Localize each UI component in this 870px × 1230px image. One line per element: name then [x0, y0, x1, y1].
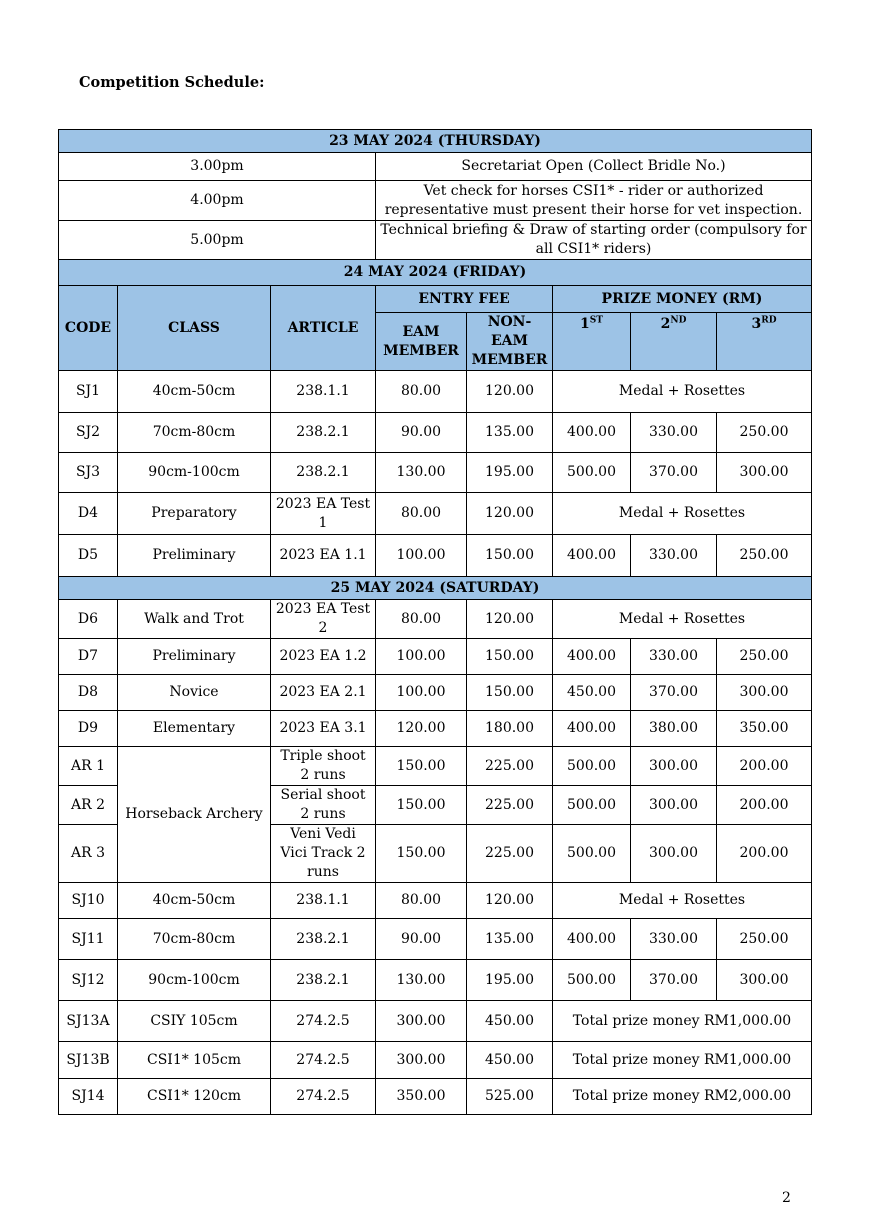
- prize-first-cell: 500.00: [553, 786, 631, 825]
- schedule-time: 4.00pm: [59, 181, 376, 221]
- class-cell: Elementary: [118, 711, 271, 747]
- non-eam-fee-cell: 150.00: [467, 639, 553, 675]
- column-header-row: [59, 286, 812, 313]
- article-cell: 2023 EA 1.1: [271, 535, 376, 577]
- table-row: [59, 675, 812, 711]
- eam-fee-cell: 80.00: [376, 493, 467, 535]
- prize-text-cell: Total prize money RM1,000.00: [553, 1042, 812, 1079]
- prize-third-cell: 200.00: [717, 825, 812, 883]
- non-eam-fee-cell: 150.00: [467, 535, 553, 577]
- class-cell: Preliminary: [118, 639, 271, 675]
- class-cell: Preparatory: [118, 493, 271, 535]
- prize-second-cell: 330.00: [631, 413, 717, 453]
- table-row: [59, 371, 812, 413]
- article-cell: 2023 EA 2.1: [271, 675, 376, 711]
- article-cell: 2023 EA 3.1: [271, 711, 376, 747]
- prize-second-cell: 370.00: [631, 960, 717, 1001]
- schedule-row: [59, 181, 812, 221]
- article-cell: 2023 EA 1.2: [271, 639, 376, 675]
- table-row: [59, 1042, 812, 1079]
- article-cell: 238.1.1: [271, 883, 376, 919]
- prize-second-cell: 330.00: [631, 535, 717, 577]
- prize-first-cell: 400.00: [553, 919, 631, 960]
- eam-fee-cell: 300.00: [376, 1001, 467, 1042]
- header-code: CODE: [59, 286, 118, 371]
- code-cell: D4: [59, 493, 118, 535]
- prize-third-cell: 250.00: [717, 535, 812, 577]
- prize-third-cell: 200.00: [717, 786, 812, 825]
- header-third-place: 3RD: [717, 313, 812, 371]
- prize-first-cell: 450.00: [553, 675, 631, 711]
- class-cell: Novice: [118, 675, 271, 711]
- article-cell: 238.2.1: [271, 453, 376, 493]
- code-cell: AR 1: [59, 747, 118, 786]
- prize-first-cell: 400.00: [553, 413, 631, 453]
- prize-text-cell: Total prize money RM2,000.00: [553, 1079, 812, 1115]
- code-cell: SJ14: [59, 1079, 118, 1115]
- eam-fee-cell: 130.00: [376, 453, 467, 493]
- table-row: [59, 600, 812, 639]
- article-cell: 274.2.5: [271, 1042, 376, 1079]
- non-eam-fee-cell: 450.00: [467, 1001, 553, 1042]
- code-cell: D7: [59, 639, 118, 675]
- prize-first-cell: 400.00: [553, 639, 631, 675]
- class-cell: 40cm-50cm: [118, 371, 271, 413]
- class-cell: 90cm-100cm: [118, 960, 271, 1001]
- prize-second-cell: 300.00: [631, 786, 717, 825]
- non-eam-fee-cell: 225.00: [467, 747, 553, 786]
- code-cell: SJ3: [59, 453, 118, 493]
- schedule-description: Vet check for horses CSI1* - rider or authorized representative must present their horse for vet inspection.: [376, 181, 812, 221]
- day-header-row: [59, 577, 812, 600]
- prize-text-cell: Medal + Rosettes: [553, 493, 812, 535]
- code-cell: SJ11: [59, 919, 118, 960]
- table-row: [59, 919, 812, 960]
- article-cell: 238.1.1: [271, 371, 376, 413]
- class-cell: CSI1* 105cm: [118, 1042, 271, 1079]
- eam-fee-cell: 150.00: [376, 825, 467, 883]
- schedule-description: Technical briefing & Draw of starting order (compulsory for all CSI1* riders): [376, 221, 812, 260]
- non-eam-fee-cell: 120.00: [467, 371, 553, 413]
- table-row: [59, 883, 812, 919]
- code-cell: AR 3: [59, 825, 118, 883]
- header-class: CLASS: [118, 286, 271, 371]
- header-first-place: 1ST: [553, 313, 631, 371]
- prize-second-cell: 370.00: [631, 675, 717, 711]
- day-header-row: [59, 130, 812, 153]
- eam-fee-cell: 130.00: [376, 960, 467, 1001]
- class-cell: Preliminary: [118, 535, 271, 577]
- non-eam-fee-cell: 450.00: [467, 1042, 553, 1079]
- prize-second-cell: 380.00: [631, 711, 717, 747]
- prize-third-cell: 250.00: [717, 639, 812, 675]
- eam-fee-cell: 150.00: [376, 786, 467, 825]
- class-cell: CSI1* 120cm: [118, 1079, 271, 1115]
- non-eam-fee-cell: 150.00: [467, 675, 553, 711]
- prize-first-cell: 400.00: [553, 535, 631, 577]
- prize-first-cell: 500.00: [553, 453, 631, 493]
- eam-fee-cell: 120.00: [376, 711, 467, 747]
- code-cell: SJ2: [59, 413, 118, 453]
- article-cell: Veni Vedi Vici Track 2 runs: [271, 825, 376, 883]
- prize-text-cell: Medal + Rosettes: [553, 600, 812, 639]
- prize-text-cell: Medal + Rosettes: [553, 371, 812, 413]
- prize-third-cell: 300.00: [717, 675, 812, 711]
- prize-third-cell: 350.00: [717, 711, 812, 747]
- eam-fee-cell: 150.00: [376, 747, 467, 786]
- prize-second-cell: 370.00: [631, 453, 717, 493]
- day-title: 25 MAY 2024 (SATURDAY): [59, 577, 812, 600]
- table-row: [59, 493, 812, 535]
- class-cell: Horseback Archery: [118, 747, 271, 883]
- code-cell: D5: [59, 535, 118, 577]
- prize-first-cell: 400.00: [553, 711, 631, 747]
- header-second-place: 2ND: [631, 313, 717, 371]
- prize-first-cell: 500.00: [553, 960, 631, 1001]
- prize-second-cell: 300.00: [631, 825, 717, 883]
- code-cell: D8: [59, 675, 118, 711]
- eam-fee-cell: 90.00: [376, 919, 467, 960]
- schedule-time: 3.00pm: [59, 153, 376, 181]
- article-cell: 2023 EA Test 2: [271, 600, 376, 639]
- eam-fee-cell: 100.00: [376, 535, 467, 577]
- prize-second-cell: 330.00: [631, 919, 717, 960]
- table-row: [59, 639, 812, 675]
- code-cell: D9: [59, 711, 118, 747]
- table-row: [59, 960, 812, 1001]
- prize-third-cell: 250.00: [717, 919, 812, 960]
- class-cell: 70cm-80cm: [118, 919, 271, 960]
- page-number: 2: [782, 1190, 791, 1206]
- article-cell: 274.2.5: [271, 1001, 376, 1042]
- prize-third-cell: 250.00: [717, 413, 812, 453]
- table-row: [59, 1079, 812, 1115]
- eam-fee-cell: 80.00: [376, 883, 467, 919]
- table-row: [59, 413, 812, 453]
- schedule-time: 5.00pm: [59, 221, 376, 260]
- code-cell: SJ1: [59, 371, 118, 413]
- prize-second-cell: 330.00: [631, 639, 717, 675]
- non-eam-fee-cell: 195.00: [467, 453, 553, 493]
- non-eam-fee-cell: 525.00: [467, 1079, 553, 1115]
- eam-fee-cell: 100.00: [376, 639, 467, 675]
- header-article: ARTICLE: [271, 286, 376, 371]
- schedule-row: [59, 221, 812, 260]
- non-eam-fee-cell: 120.00: [467, 493, 553, 535]
- header-eam-member: EAM MEMBER: [376, 313, 467, 371]
- prize-third-cell: 200.00: [717, 747, 812, 786]
- table-row: [59, 711, 812, 747]
- eam-fee-cell: 350.00: [376, 1079, 467, 1115]
- table-row: [59, 535, 812, 577]
- article-cell: Serial shoot 2 runs: [271, 786, 376, 825]
- class-cell: 40cm-50cm: [118, 883, 271, 919]
- schedule-description: Secretariat Open (Collect Bridle No.): [376, 153, 812, 181]
- article-cell: 238.2.1: [271, 413, 376, 453]
- non-eam-fee-cell: 225.00: [467, 786, 553, 825]
- day-header-row: [59, 260, 812, 286]
- eam-fee-cell: 90.00: [376, 413, 467, 453]
- class-cell: 70cm-80cm: [118, 413, 271, 453]
- page-heading: Competition Schedule:: [79, 74, 265, 91]
- prize-second-cell: 300.00: [631, 747, 717, 786]
- article-cell: 274.2.5: [271, 1079, 376, 1115]
- eam-fee-cell: 80.00: [376, 600, 467, 639]
- prize-first-cell: 500.00: [553, 825, 631, 883]
- eam-fee-cell: 100.00: [376, 675, 467, 711]
- class-cell: 90cm-100cm: [118, 453, 271, 493]
- table-row: [59, 747, 812, 786]
- header-prize-money: PRIZE MONEY (RM): [553, 286, 812, 313]
- table-row: [59, 1001, 812, 1042]
- prize-text-cell: Medal + Rosettes: [553, 883, 812, 919]
- article-cell: 2023 EA Test 1: [271, 493, 376, 535]
- non-eam-fee-cell: 135.00: [467, 919, 553, 960]
- non-eam-fee-cell: 120.00: [467, 883, 553, 919]
- header-non-eam-member: NON-EAM MEMBER: [467, 313, 553, 371]
- code-cell: SJ13B: [59, 1042, 118, 1079]
- code-cell: SJ10: [59, 883, 118, 919]
- prize-text-cell: Total prize money RM1,000.00: [553, 1001, 812, 1042]
- competition-schedule-table: [58, 129, 812, 1115]
- eam-fee-cell: 80.00: [376, 371, 467, 413]
- table-row: [59, 453, 812, 493]
- eam-fee-cell: 300.00: [376, 1042, 467, 1079]
- non-eam-fee-cell: 120.00: [467, 600, 553, 639]
- code-cell: SJ13A: [59, 1001, 118, 1042]
- prize-first-cell: 500.00: [553, 747, 631, 786]
- class-cell: Walk and Trot: [118, 600, 271, 639]
- prize-third-cell: 300.00: [717, 453, 812, 493]
- day-title: 23 MAY 2024 (THURSDAY): [59, 130, 812, 153]
- prize-third-cell: 300.00: [717, 960, 812, 1001]
- day-title: 24 MAY 2024 (FRIDAY): [59, 260, 812, 286]
- code-cell: D6: [59, 600, 118, 639]
- header-entry-fee: ENTRY FEE: [376, 286, 553, 313]
- code-cell: SJ12: [59, 960, 118, 1001]
- schedule-row: [59, 153, 812, 181]
- code-cell: AR 2: [59, 786, 118, 825]
- non-eam-fee-cell: 225.00: [467, 825, 553, 883]
- non-eam-fee-cell: 135.00: [467, 413, 553, 453]
- article-cell: 238.2.1: [271, 919, 376, 960]
- article-cell: 238.2.1: [271, 960, 376, 1001]
- non-eam-fee-cell: 180.00: [467, 711, 553, 747]
- non-eam-fee-cell: 195.00: [467, 960, 553, 1001]
- article-cell: Triple shoot 2 runs: [271, 747, 376, 786]
- class-cell: CSIY 105cm: [118, 1001, 271, 1042]
